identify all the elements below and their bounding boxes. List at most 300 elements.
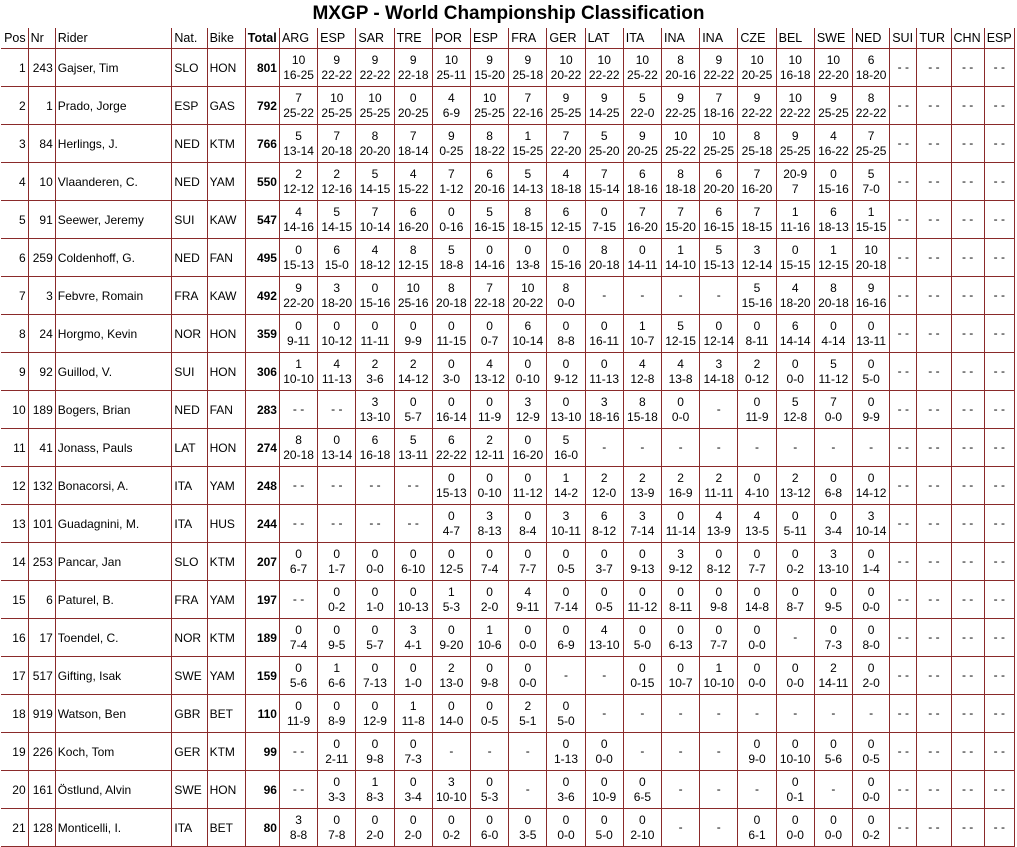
cell-gp-result	[853, 353, 890, 391]
gp-points: -	[831, 440, 836, 454]
cell-total: 283	[245, 391, 279, 429]
gp-points: - -	[897, 136, 909, 150]
gp-heat-results: 13-11	[856, 333, 887, 348]
cell-gp-result	[700, 505, 738, 543]
gp-heat-results: 3-6	[557, 789, 575, 804]
gp-heat-results: 25-22	[627, 67, 658, 82]
gp-points: 6	[791, 318, 799, 333]
cell-rider: Seewer, Jeremy	[55, 201, 172, 239]
gp-heat-results: 12-5	[439, 561, 464, 576]
cell-total: 547	[245, 201, 279, 239]
gp-points: - -	[993, 592, 1005, 606]
gp-points: 7	[524, 90, 532, 105]
gp-points: - -	[928, 326, 940, 340]
cell-gp-result	[356, 657, 394, 695]
cell-gp-result	[917, 809, 951, 847]
cell-gp-result	[700, 619, 738, 657]
cell-gp-result	[623, 87, 661, 125]
cell-gp-result	[814, 315, 852, 353]
cell-gp-result	[738, 315, 776, 353]
gp-points: 9	[600, 90, 608, 105]
cell-gp-result	[356, 771, 394, 809]
gp-heat-results: 7-4	[289, 637, 308, 652]
gp-heat-results: 25-22	[283, 105, 314, 120]
gp-heat-results: 14-12	[855, 485, 887, 500]
gp-points: 6	[715, 204, 723, 219]
gp-points: 0	[791, 584, 799, 599]
cell-pos: 19	[1, 733, 28, 771]
gp-heat-results: 18-16	[588, 409, 620, 424]
gp-points: 0	[371, 584, 379, 599]
cell-gp-result	[470, 391, 508, 429]
gp-points: - -	[993, 402, 1005, 416]
cell-gp-result	[279, 733, 317, 771]
gp-points: - -	[993, 516, 1005, 530]
cell-gp-result	[394, 315, 432, 353]
cell-gp-result	[394, 771, 432, 809]
cell-nr: 6	[28, 581, 55, 619]
cell-gp-result	[432, 201, 470, 239]
gp-points: 0	[677, 394, 684, 409]
gp-heat-results: 14-2	[553, 485, 578, 500]
gp-points: 6	[562, 204, 570, 219]
gp-points: 1	[715, 660, 723, 675]
cell-gp-result	[738, 543, 776, 581]
gp-points: 0	[409, 774, 417, 789]
gp-heat-results: 14-0	[439, 713, 464, 728]
gp-heat-results: 0-5	[595, 599, 613, 614]
cell-nr: 517	[28, 657, 55, 695]
gp-heat-results: 0-0	[519, 637, 537, 652]
gp-heat-results: 12-15	[550, 219, 582, 234]
cell-nat: NED	[172, 163, 207, 201]
gp-points: 0	[753, 622, 761, 637]
gp-heat-results: 20-18	[436, 295, 467, 310]
cell-nr: 259	[28, 239, 55, 277]
cell-gp-result	[700, 657, 738, 695]
gp-points: 2	[677, 470, 684, 485]
gp-points: 9	[486, 52, 493, 67]
cell-gp-result	[318, 695, 356, 733]
cell-gp-result	[394, 429, 432, 467]
cell-pos: 6	[1, 239, 28, 277]
cell-gp-result	[585, 239, 623, 277]
gp-heat-results: 16-18	[359, 447, 391, 462]
gp-heat-results: 3-4	[404, 789, 422, 804]
cell-gp-result	[776, 695, 814, 733]
cell-gp-result	[279, 87, 317, 125]
gp-heat-results: 25-25	[474, 105, 505, 120]
gp-heat-results: 6-9	[557, 637, 575, 652]
cell-gp-result	[470, 467, 508, 505]
gp-points: 0	[753, 812, 761, 827]
gp-points: - -	[897, 516, 909, 530]
cell-gp-result	[890, 201, 917, 239]
gp-points: -	[716, 820, 721, 834]
gp-heat-results: 14-14	[779, 333, 811, 348]
cell-gp-result	[951, 657, 984, 695]
gp-heat-results: 11-13	[321, 371, 352, 386]
gp-points: 10	[788, 52, 802, 67]
cell-pos: 17	[1, 657, 28, 695]
gp-points: 0	[753, 584, 761, 599]
cell-gp-result	[356, 87, 394, 125]
cell-rider: Gajser, Tim	[55, 49, 172, 87]
gp-points: - -	[993, 250, 1005, 264]
cell-gp-result	[623, 657, 661, 695]
cell-gp-result	[432, 733, 470, 771]
gp-heat-results: 0-0	[786, 371, 804, 386]
gp-points: 8	[830, 280, 837, 295]
col-header-gp: CZE	[738, 28, 776, 49]
cell-bike: FAN	[207, 239, 245, 277]
cell-gp-result	[853, 391, 890, 429]
gp-points: 3	[830, 546, 837, 561]
cell-gp-result	[585, 49, 623, 87]
gp-points: 2	[830, 660, 837, 675]
gp-points: 2	[715, 470, 723, 485]
col-header-gp: TRE	[394, 28, 432, 49]
cell-gp-result	[356, 809, 394, 847]
cell-gp-result	[662, 277, 700, 315]
gp-points: 4	[486, 356, 493, 371]
gp-points: 9	[409, 52, 417, 67]
gp-points: 5	[715, 242, 723, 257]
cell-pos: 18	[1, 695, 28, 733]
gp-points: 5	[791, 394, 799, 409]
table-row	[1, 619, 1015, 657]
cell-gp-result	[951, 391, 984, 429]
gp-points: 8	[639, 394, 646, 409]
gp-points: 5	[753, 280, 761, 295]
cell-nr: 132	[28, 467, 55, 505]
gp-heat-results: 1-7	[328, 561, 346, 576]
table-row	[1, 239, 1015, 277]
gp-heat-results: 12-15	[665, 333, 696, 348]
gp-heat-results: 0-25	[439, 143, 464, 158]
gp-heat-results: 6-0	[480, 827, 499, 842]
cell-gp-result	[394, 163, 432, 201]
gp-heat-results: 18-12	[359, 257, 391, 272]
gp-points: 9	[791, 128, 799, 143]
gp-heat-results: 22-22	[855, 105, 887, 120]
cell-rider: Watson, Ben	[55, 695, 172, 733]
cell-nat: SUI	[172, 201, 207, 239]
cell-gp-result	[738, 467, 776, 505]
cell-gp-result	[356, 543, 394, 581]
gp-points: 4	[562, 166, 570, 181]
gp-heat-results: 11-11	[704, 485, 734, 500]
cell-gp-result	[318, 49, 356, 87]
gp-points: 0	[448, 622, 455, 637]
cell-gp-result	[917, 581, 951, 619]
cell-gp-result	[776, 201, 814, 239]
gp-points: 0	[867, 318, 875, 333]
gp-heat-results: 0-0	[557, 295, 575, 310]
gp-points: 2	[639, 470, 646, 485]
cell-gp-result	[279, 315, 317, 353]
gp-heat-results: 20-20	[703, 181, 735, 196]
cell-gp-result	[738, 87, 776, 125]
gp-points: - -	[928, 668, 940, 682]
gp-heat-results: 8-8	[289, 827, 308, 842]
gp-points: 4	[409, 166, 417, 181]
gp-heat-results: 22-18	[474, 295, 505, 310]
gp-heat-results: 6-1	[748, 827, 766, 842]
cell-gp-result	[984, 353, 1014, 391]
gp-points: 0	[791, 774, 799, 789]
cell-gp-result	[951, 277, 984, 315]
gp-points: 0	[448, 508, 455, 523]
gp-points: - -	[993, 554, 1005, 568]
gp-heat-results: 7-4	[480, 561, 499, 576]
cell-gp-result	[470, 505, 508, 543]
gp-points: 0	[295, 242, 302, 257]
cell-gp-result	[394, 391, 432, 429]
cell-gp-result	[470, 49, 508, 87]
cell-gp-result	[814, 619, 852, 657]
cell-gp-result	[700, 543, 738, 581]
gp-points: - -	[993, 98, 1005, 112]
cell-gp-result	[984, 429, 1014, 467]
gp-heat-results: 20-18	[818, 295, 849, 310]
gp-heat-results: 25-25	[321, 105, 353, 120]
cell-gp-result	[890, 581, 917, 619]
cell-gp-result	[318, 581, 356, 619]
cell-gp-result	[432, 239, 470, 277]
gp-heat-results: 15-16	[359, 295, 391, 310]
cell-gp-result	[394, 657, 432, 695]
gp-points: 8	[524, 204, 532, 219]
gp-heat-results: 2-0	[404, 827, 422, 842]
gp-heat-results: 9-9	[404, 333, 422, 348]
cell-gp-result	[318, 201, 356, 239]
cell-gp-result	[585, 315, 623, 353]
cell-gp-result	[662, 49, 700, 87]
gp-points: - -	[928, 478, 940, 492]
gp-heat-results: 6-10	[401, 561, 426, 576]
cell-gp-result	[951, 809, 984, 847]
cell-gp-result	[917, 505, 951, 543]
gp-heat-results: 15-20	[665, 219, 696, 234]
cell-pos: 20	[1, 771, 28, 809]
gp-points: 0	[867, 584, 875, 599]
gp-heat-results: 9-8	[710, 599, 728, 614]
gp-points: 5	[639, 90, 646, 105]
cell-gp-result	[853, 49, 890, 87]
gp-heat-results: 0-0	[786, 675, 804, 690]
cell-gp-result	[890, 543, 917, 581]
gp-heat-results: 18-20	[855, 67, 887, 82]
cell-gp-result	[623, 49, 661, 87]
cell-gp-result	[432, 353, 470, 391]
cell-gp-result	[470, 353, 508, 391]
gp-points: - -	[961, 402, 974, 416]
gp-points: 10	[635, 52, 650, 67]
cell-gp-result	[853, 619, 890, 657]
gp-points: 0	[867, 812, 875, 827]
cell-gp-result	[623, 581, 661, 619]
cell-nat: FRA	[172, 581, 207, 619]
gp-points: 6	[830, 204, 837, 219]
col-header-bike: Bike	[207, 28, 245, 49]
gp-points: 2	[753, 356, 761, 371]
cell-gp-result	[984, 657, 1014, 695]
gp-heat-results: 10-14	[512, 333, 544, 348]
cell-gp-result	[509, 657, 547, 695]
gp-heat-results: 10-14	[359, 219, 391, 234]
gp-points: 5	[524, 166, 532, 181]
gp-points: 0	[409, 546, 417, 561]
gp-points: 0	[562, 584, 570, 599]
cell-gp-result	[585, 87, 623, 125]
cell-gp-result	[662, 315, 700, 353]
gp-points: 7	[753, 204, 761, 219]
cell-gp-result	[432, 429, 470, 467]
cell-rider: Guadagnini, M.	[55, 505, 172, 543]
gp-points: 0	[448, 394, 455, 409]
gp-heat-results: 9-12	[668, 561, 693, 576]
gp-points: - -	[897, 668, 909, 682]
cell-gp-result	[356, 353, 394, 391]
gp-heat-results: 15-15	[855, 219, 887, 234]
gp-points: 0	[562, 812, 570, 827]
gp-points: 7	[295, 90, 302, 105]
cell-gp-result	[853, 239, 890, 277]
cell-pos: 7	[1, 277, 28, 315]
table-row	[1, 353, 1015, 391]
gp-points: - -	[897, 478, 909, 492]
cell-gp-result	[318, 87, 356, 125]
cell-gp-result	[623, 277, 661, 315]
gp-heat-results: 13-12	[474, 371, 505, 386]
cell-gp-result	[984, 543, 1014, 581]
gp-points: 3	[867, 508, 875, 523]
gp-heat-results: 14-10	[665, 257, 696, 272]
table-row	[1, 87, 1015, 125]
cell-gp-result	[470, 695, 508, 733]
gp-heat-results: 1-13	[553, 751, 578, 766]
gp-points: -	[716, 706, 721, 720]
table-row	[1, 391, 1015, 429]
cell-gp-result	[394, 809, 432, 847]
gp-points: - -	[369, 516, 381, 530]
gp-points: 1	[448, 584, 455, 599]
gp-points: 0	[830, 508, 837, 523]
cell-bike: BET	[207, 809, 245, 847]
gp-heat-results: 5-11	[783, 523, 807, 538]
gp-heat-results: 18-15	[741, 219, 773, 234]
cell-gp-result	[700, 277, 738, 315]
cell-gp-result	[662, 429, 700, 467]
gp-points: 0	[867, 774, 875, 789]
gp-points: - -	[961, 668, 974, 682]
gp-points: - -	[897, 402, 909, 416]
cell-nat: SWE	[172, 771, 207, 809]
gp-heat-results: 7-3	[824, 637, 843, 652]
cell-gp-result	[890, 315, 917, 353]
table-row	[1, 429, 1015, 467]
cell-gp-result	[585, 201, 623, 239]
gp-points: 0	[371, 280, 379, 295]
gp-points: - -	[292, 592, 305, 606]
gp-points: 0	[562, 736, 570, 751]
cell-bike: YAM	[207, 581, 245, 619]
gp-heat-results: 0-0	[748, 637, 766, 652]
cell-gp-result	[951, 429, 984, 467]
gp-points: 1	[486, 622, 493, 637]
cell-bike: HON	[207, 315, 245, 353]
gp-points: 0	[867, 394, 875, 409]
cell-gp-result	[951, 695, 984, 733]
gp-points: - -	[993, 174, 1005, 188]
gp-points: - -	[897, 174, 909, 188]
cell-gp-result	[984, 201, 1014, 239]
cell-gp-result	[853, 429, 890, 467]
cell-gp-result	[984, 771, 1014, 809]
gp-points: 4	[448, 90, 455, 105]
cell-rider: Jonass, Pauls	[55, 429, 172, 467]
gp-points: - -	[961, 592, 974, 606]
cell-gp-result	[814, 277, 852, 315]
gp-heat-results: 13-14	[283, 143, 314, 158]
cell-gp-result	[700, 201, 738, 239]
gp-heat-results: 10-14	[855, 523, 887, 538]
cell-gp-result	[662, 733, 700, 771]
cell-gp-result	[585, 695, 623, 733]
gp-points: 10	[521, 280, 535, 295]
cell-gp-result	[814, 581, 852, 619]
cell-gp-result	[890, 771, 917, 809]
cell-gp-result	[814, 163, 852, 201]
gp-points: 3	[562, 508, 570, 523]
cell-bike: HUS	[207, 505, 245, 543]
gp-points: -	[831, 706, 836, 720]
cell-gp-result	[432, 125, 470, 163]
gp-heat-results: 20-25	[627, 143, 658, 158]
cell-gp-result	[509, 125, 547, 163]
cell-gp-result	[738, 809, 776, 847]
gp-heat-results: 12-9	[362, 713, 387, 728]
cell-gp-result	[432, 87, 470, 125]
cell-gp-result	[394, 619, 432, 657]
gp-points: 0	[753, 546, 761, 561]
col-header-gp: ARG	[279, 28, 317, 49]
gp-points: - -	[292, 744, 305, 758]
gp-heat-results: 9-20	[439, 637, 464, 652]
gp-points: 0	[524, 470, 532, 485]
cell-nr: 91	[28, 201, 55, 239]
gp-points: - -	[292, 478, 305, 492]
gp-points: 4	[791, 280, 799, 295]
cell-gp-result	[509, 277, 547, 315]
gp-points: 4	[753, 508, 761, 523]
cell-gp-result	[700, 353, 738, 391]
gp-points: 8	[677, 52, 684, 67]
gp-points: 3	[715, 356, 723, 371]
gp-heat-results: 22-20	[550, 143, 582, 158]
cell-gp-result	[432, 581, 470, 619]
cell-gp-result	[509, 201, 547, 239]
gp-points: 0	[562, 394, 570, 409]
gp-points: 0	[486, 242, 493, 257]
gp-heat-results: 22-22	[588, 67, 620, 82]
gp-heat-results: 5-0	[595, 827, 613, 842]
cell-gp-result	[356, 125, 394, 163]
table-row	[1, 163, 1015, 201]
gp-heat-results: 13-0	[439, 675, 464, 690]
cell-gp-result	[356, 467, 394, 505]
